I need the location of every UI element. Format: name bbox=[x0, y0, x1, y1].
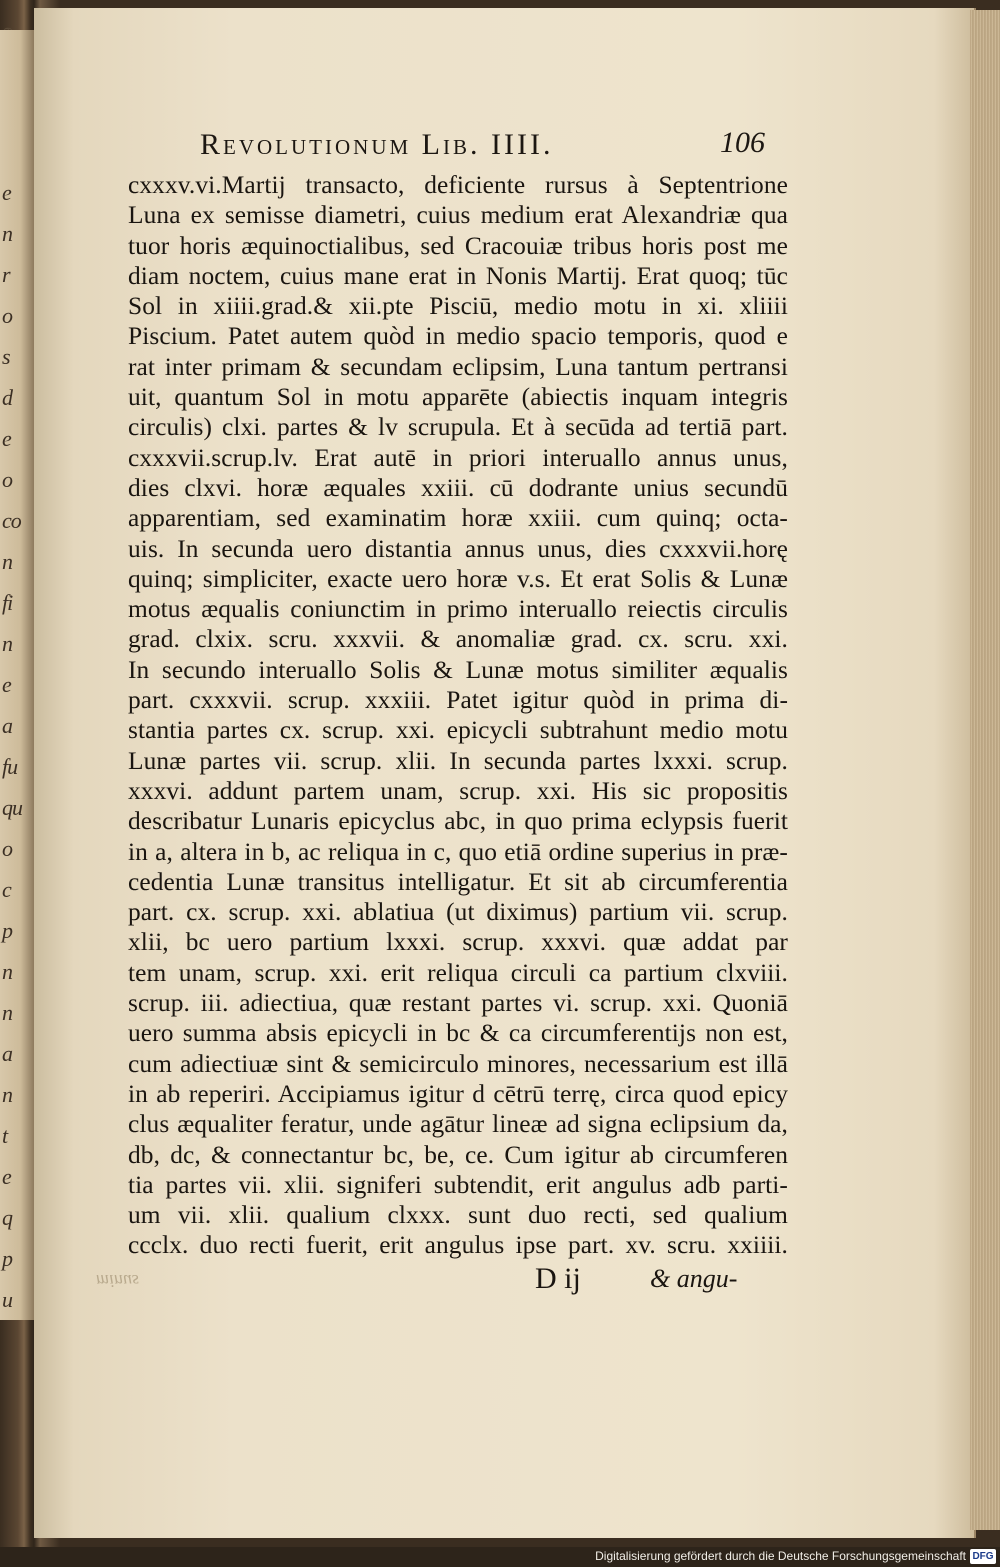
catchword: & angu- bbox=[650, 1264, 738, 1293]
text-line: uit, quantum Sol in motu apparēte (abiectis inquam integris bbox=[128, 383, 788, 412]
previous-page-fragment: a bbox=[2, 1041, 12, 1066]
previous-page-fragment: fu bbox=[2, 754, 18, 779]
previous-page-fragment: n bbox=[2, 631, 12, 656]
text-line: In secundo interuallo Solis & Lunæ motus similiter æqualis bbox=[128, 655, 788, 684]
previous-page-fragment: o bbox=[2, 303, 12, 328]
previous-page-fragment: e bbox=[2, 180, 11, 205]
text-line: scrup. iii. adiectiua, quæ restant partes vi. scrup. xxi. Quoniā bbox=[128, 989, 788, 1018]
text-line: stantia partes cx. scrup. xxi. epicycli subtrahunt medio motu bbox=[128, 716, 788, 745]
text-line: xxxvi. addunt partem unam, scrup. xxi. His sic propositis bbox=[128, 776, 788, 805]
text-line: diam noctem, cuius mane erat in Nonis Martij. Erat quoq; tūc bbox=[128, 261, 788, 290]
text-line: xlii, bc uero partium lxxxi. scrup. xxxvi. quæ addat par bbox=[128, 928, 788, 957]
text-line: circulis) clxi. partes & lv scrupula. Et à secūda ad tertiā part. bbox=[128, 413, 788, 442]
previous-page-fragment: e bbox=[2, 426, 11, 451]
text-line: part. cxxxvii. scrup. xxxiii. Patet igitur quòd in prima di- bbox=[128, 686, 788, 715]
text-line: Lunæ partes vii. scrup. xlii. In secunda partes lxxxi. scrup. bbox=[128, 746, 788, 775]
previous-page-fragment: n bbox=[2, 1082, 12, 1107]
previous-page-fragment: q bbox=[2, 1205, 12, 1230]
previous-page-fragment: a bbox=[2, 713, 12, 738]
previous-page-fragment: s bbox=[2, 344, 10, 369]
previous-page-edge bbox=[0, 30, 34, 1320]
text-line: motus æqualis coniunctim in primo interuallo reiectis circulis bbox=[128, 595, 788, 624]
previous-page-fragment: p bbox=[2, 1246, 12, 1271]
text-line: Sol in xiiii.grad.& xii.pte Pisciū, medio motu in xi. xliiii bbox=[128, 292, 788, 321]
previous-page-fragment: n bbox=[2, 221, 12, 246]
text-line: in a, altera in b, ac reliqua in c, quo etiā ordine superius in præ- bbox=[128, 837, 788, 866]
text-line: apparentiam, sed examinatim horæ xxiii. cum quinq; octa- bbox=[128, 504, 788, 533]
previous-page-fragment: n bbox=[2, 549, 12, 574]
text-line: part. cx. scrup. xxi. ablatiua (ut diximus) partium vii. scrup. bbox=[128, 898, 788, 927]
folio-number: 106 bbox=[720, 126, 765, 159]
text-line: in ab reperiri. Accipiamus igitur d cētrū terrę, circa quod epicy bbox=[128, 1079, 788, 1108]
previous-page-fragment: fi bbox=[2, 590, 13, 615]
text-line: tem unam, scrup. xxi. erit reliqua circuli ca partium clxviii. bbox=[128, 958, 788, 987]
text-line: cum adiectiuæ sint & semicirculo minores, necessarium est illā bbox=[128, 1049, 788, 1078]
previous-page-fragment: c bbox=[2, 877, 11, 902]
text-line: rat inter primam & secundam eclipsim, Luna tantum pertransi bbox=[128, 352, 788, 381]
text-line: clus æqualiter feratur, unde agātur lineæ ad signa eclipsium da, bbox=[128, 1110, 788, 1139]
running-head bbox=[200, 126, 765, 172]
dfg-logo: DFG bbox=[970, 1549, 996, 1564]
text-line: describatur Lunaris epicyclus abc, in quo prima eclypsis fuerit bbox=[128, 807, 788, 836]
text-line: db, dc, & connectantur bc, be, ce. Cum igitur ab circumferen bbox=[128, 1140, 788, 1169]
text-line: uis. In secunda uero distantia annus unus, dies cxxxvii.horę bbox=[128, 534, 788, 563]
text-line: tia partes vii. xlii. signiferi subtendit, erit angulus adb parti- bbox=[128, 1170, 788, 1199]
body-text bbox=[128, 170, 788, 1261]
text-line: quinq; simpliciter, exacte uero horæ v.s. Et erat Solis & Lunæ bbox=[128, 564, 788, 593]
text-line: grad. clxix. scru. xxxvii. & anomaliæ grad. cx. scru. xxi. bbox=[128, 625, 788, 654]
previous-page-fragment: o bbox=[2, 467, 12, 492]
text-line: cedentia Lunæ transitus intelligatur. Et sit ab circumferentia bbox=[128, 867, 788, 896]
previous-page-fragment: t bbox=[2, 1123, 8, 1148]
previous-page-fragment: r bbox=[2, 262, 10, 287]
previous-page-fragment: e bbox=[2, 1164, 11, 1189]
digitization-credit: Digitalisierung gefördert durch die Deutsche Forschungsgemeinschaft bbox=[595, 1549, 966, 1563]
show-through-text: minus bbox=[96, 1271, 140, 1291]
signature-line bbox=[130, 1262, 770, 1298]
previous-page-fragment: qu bbox=[2, 795, 22, 820]
text-line: tuor horis æquinoctialibus, sed Cracouiæ tribus horis post me bbox=[128, 231, 788, 260]
previous-page-fragment: co bbox=[2, 508, 21, 533]
signature-mark: D ij bbox=[535, 1262, 581, 1295]
text-line: um vii. xlii. qualium clxxx. sunt duo recti, sed qualium bbox=[128, 1201, 788, 1230]
text-line: cxxxvii.scrup.lv. Erat autē in priori interuallo annus unus, bbox=[128, 443, 788, 472]
previous-page-fragment: d bbox=[2, 385, 12, 410]
text-line: Piscium. Patet autem quòd in medio spacio temporis, quod e bbox=[128, 322, 788, 351]
page-stack-edge bbox=[970, 10, 1000, 1530]
previous-page-fragment: p bbox=[2, 918, 12, 943]
previous-page-fragment: n bbox=[2, 959, 12, 984]
previous-page-fragment: n bbox=[2, 1000, 12, 1025]
text-line: uero summa absis epicycli in bc & ca circumferentijs non est, bbox=[128, 1019, 788, 1048]
text-line: ccclx. duo recti fuerit, erit angulus ipse part. xv. scru. xxiiii. bbox=[128, 1231, 788, 1260]
previous-page-fragment: u bbox=[2, 1287, 12, 1312]
previous-page-fragment: o bbox=[2, 836, 12, 861]
text-line: cxxxv.vi.Martij transacto, deficiente rursus à Septentrione bbox=[128, 171, 788, 199]
text-line: Luna ex semisse diametri, cuius medium erat Alexandriæ qua bbox=[128, 201, 788, 230]
text-line: dies clxvi. horæ æquales xxiii. cū dodrante unius secundū bbox=[128, 473, 788, 502]
running-title: Revolutionum Lib. IIII. bbox=[200, 128, 554, 161]
previous-page-fragment: e bbox=[2, 672, 11, 697]
